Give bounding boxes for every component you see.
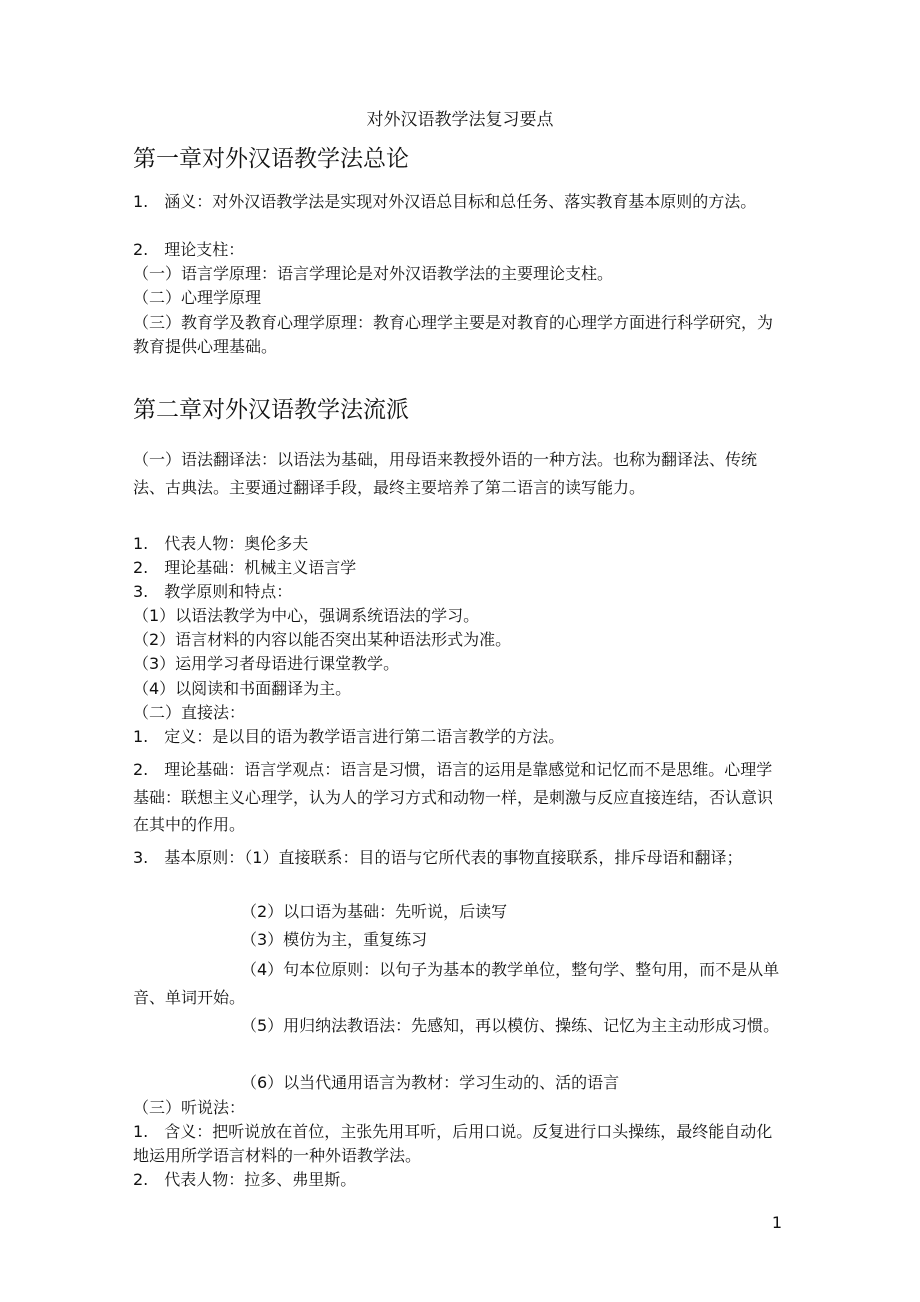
- list-item: （3）运用学习者母语进行课堂教学。: [133, 654, 400, 673]
- list-item: （2）以口语为基础：先听说，后读写: [241, 902, 508, 921]
- paragraph: 1. 涵义：对外汉语教学法是实现对外汉语总目标和总任务、落实教育基本原则的方法。: [133, 192, 757, 211]
- list-item: （1）以语法教学为中心，强调系统语法的学习。: [133, 606, 480, 625]
- list-item: （2）语言材料的内容以能否突出某种语法形式为准。: [133, 630, 512, 649]
- list-item: 1. 定义：是以目的语为教学语言进行第二语言教学的方法。: [133, 727, 565, 746]
- paragraph: （二）心理学原理: [133, 288, 262, 307]
- section-heading: （二）直接法：: [133, 703, 246, 722]
- list-item: （4）以阅读和书面翻译为主。: [133, 679, 352, 698]
- document-title: 对外汉语教学法复习要点: [366, 110, 554, 130]
- section-heading: （三）听说法：: [133, 1098, 246, 1117]
- paragraph: （三）教育学及教育心理学原理：教育心理学主要是对教育的心理学方面进行科学研究，为教育提供心理基础。: [133, 313, 774, 356]
- paragraph: （一）语法翻译法：以语法为基础，用母语来教授外语的一种方法。也称为翻译法、传统法、古典法。主要通过翻译手段，最终主要培养了第二语言的读写能力。: [133, 450, 758, 497]
- list-item: （4）句本位原则：以句子为基本的教学单位，整句学、整句用，而不是从单音、单词开始。: [133, 960, 780, 1007]
- paragraph: 2. 理论支柱：: [133, 240, 245, 259]
- list-item: （5）用归纳法教语法：先感知，再以模仿、操练、记忆为主主动形成习惯。: [241, 1016, 780, 1035]
- list-item: 2. 理论基础：机械主义语言学: [133, 558, 357, 577]
- paragraph: 2. 理论基础：语言学观点：语言是习惯，语言的运用是靠感觉和记忆而不是思维。心理学基础：联想主义心理学，认为人的学习方式和动物一样，是刺激与反应直接连结，否认意识在其中的作用。: [133, 760, 774, 834]
- list-item: 1. 代表人物：奥伦多夫: [133, 534, 309, 553]
- paragraph: （一）语言学原理：语言学理论是对外汉语教学法的主要理论支柱。: [133, 264, 614, 283]
- list-item: （6）以当代通用语言为教材：学习生动的、活的语言: [241, 1073, 620, 1092]
- list-item: 2. 代表人物：拉多、弗里斯。: [133, 1170, 357, 1189]
- paragraph: 3. 基本原则：（1）直接联系：目的语与它所代表的事物直接联系，排斥母语和翻译；: [133, 848, 743, 867]
- paragraph: 1. 含义：把听说放在首位，主张先用耳听，后用口说。反复进行口头操练，最终能自动化地运用所学语言材料的一种外语教学法。: [133, 1122, 773, 1165]
- chapter-1-heading: 第一章对外汉语教学法总论: [133, 146, 409, 172]
- list-item: 3. 教学原则和特点：: [133, 582, 293, 601]
- chapter-2-heading: 第二章对外汉语教学法流派: [133, 397, 409, 423]
- list-item: （3）模仿为主，重复练习: [241, 930, 428, 949]
- page-number: 1: [771, 1213, 782, 1232]
